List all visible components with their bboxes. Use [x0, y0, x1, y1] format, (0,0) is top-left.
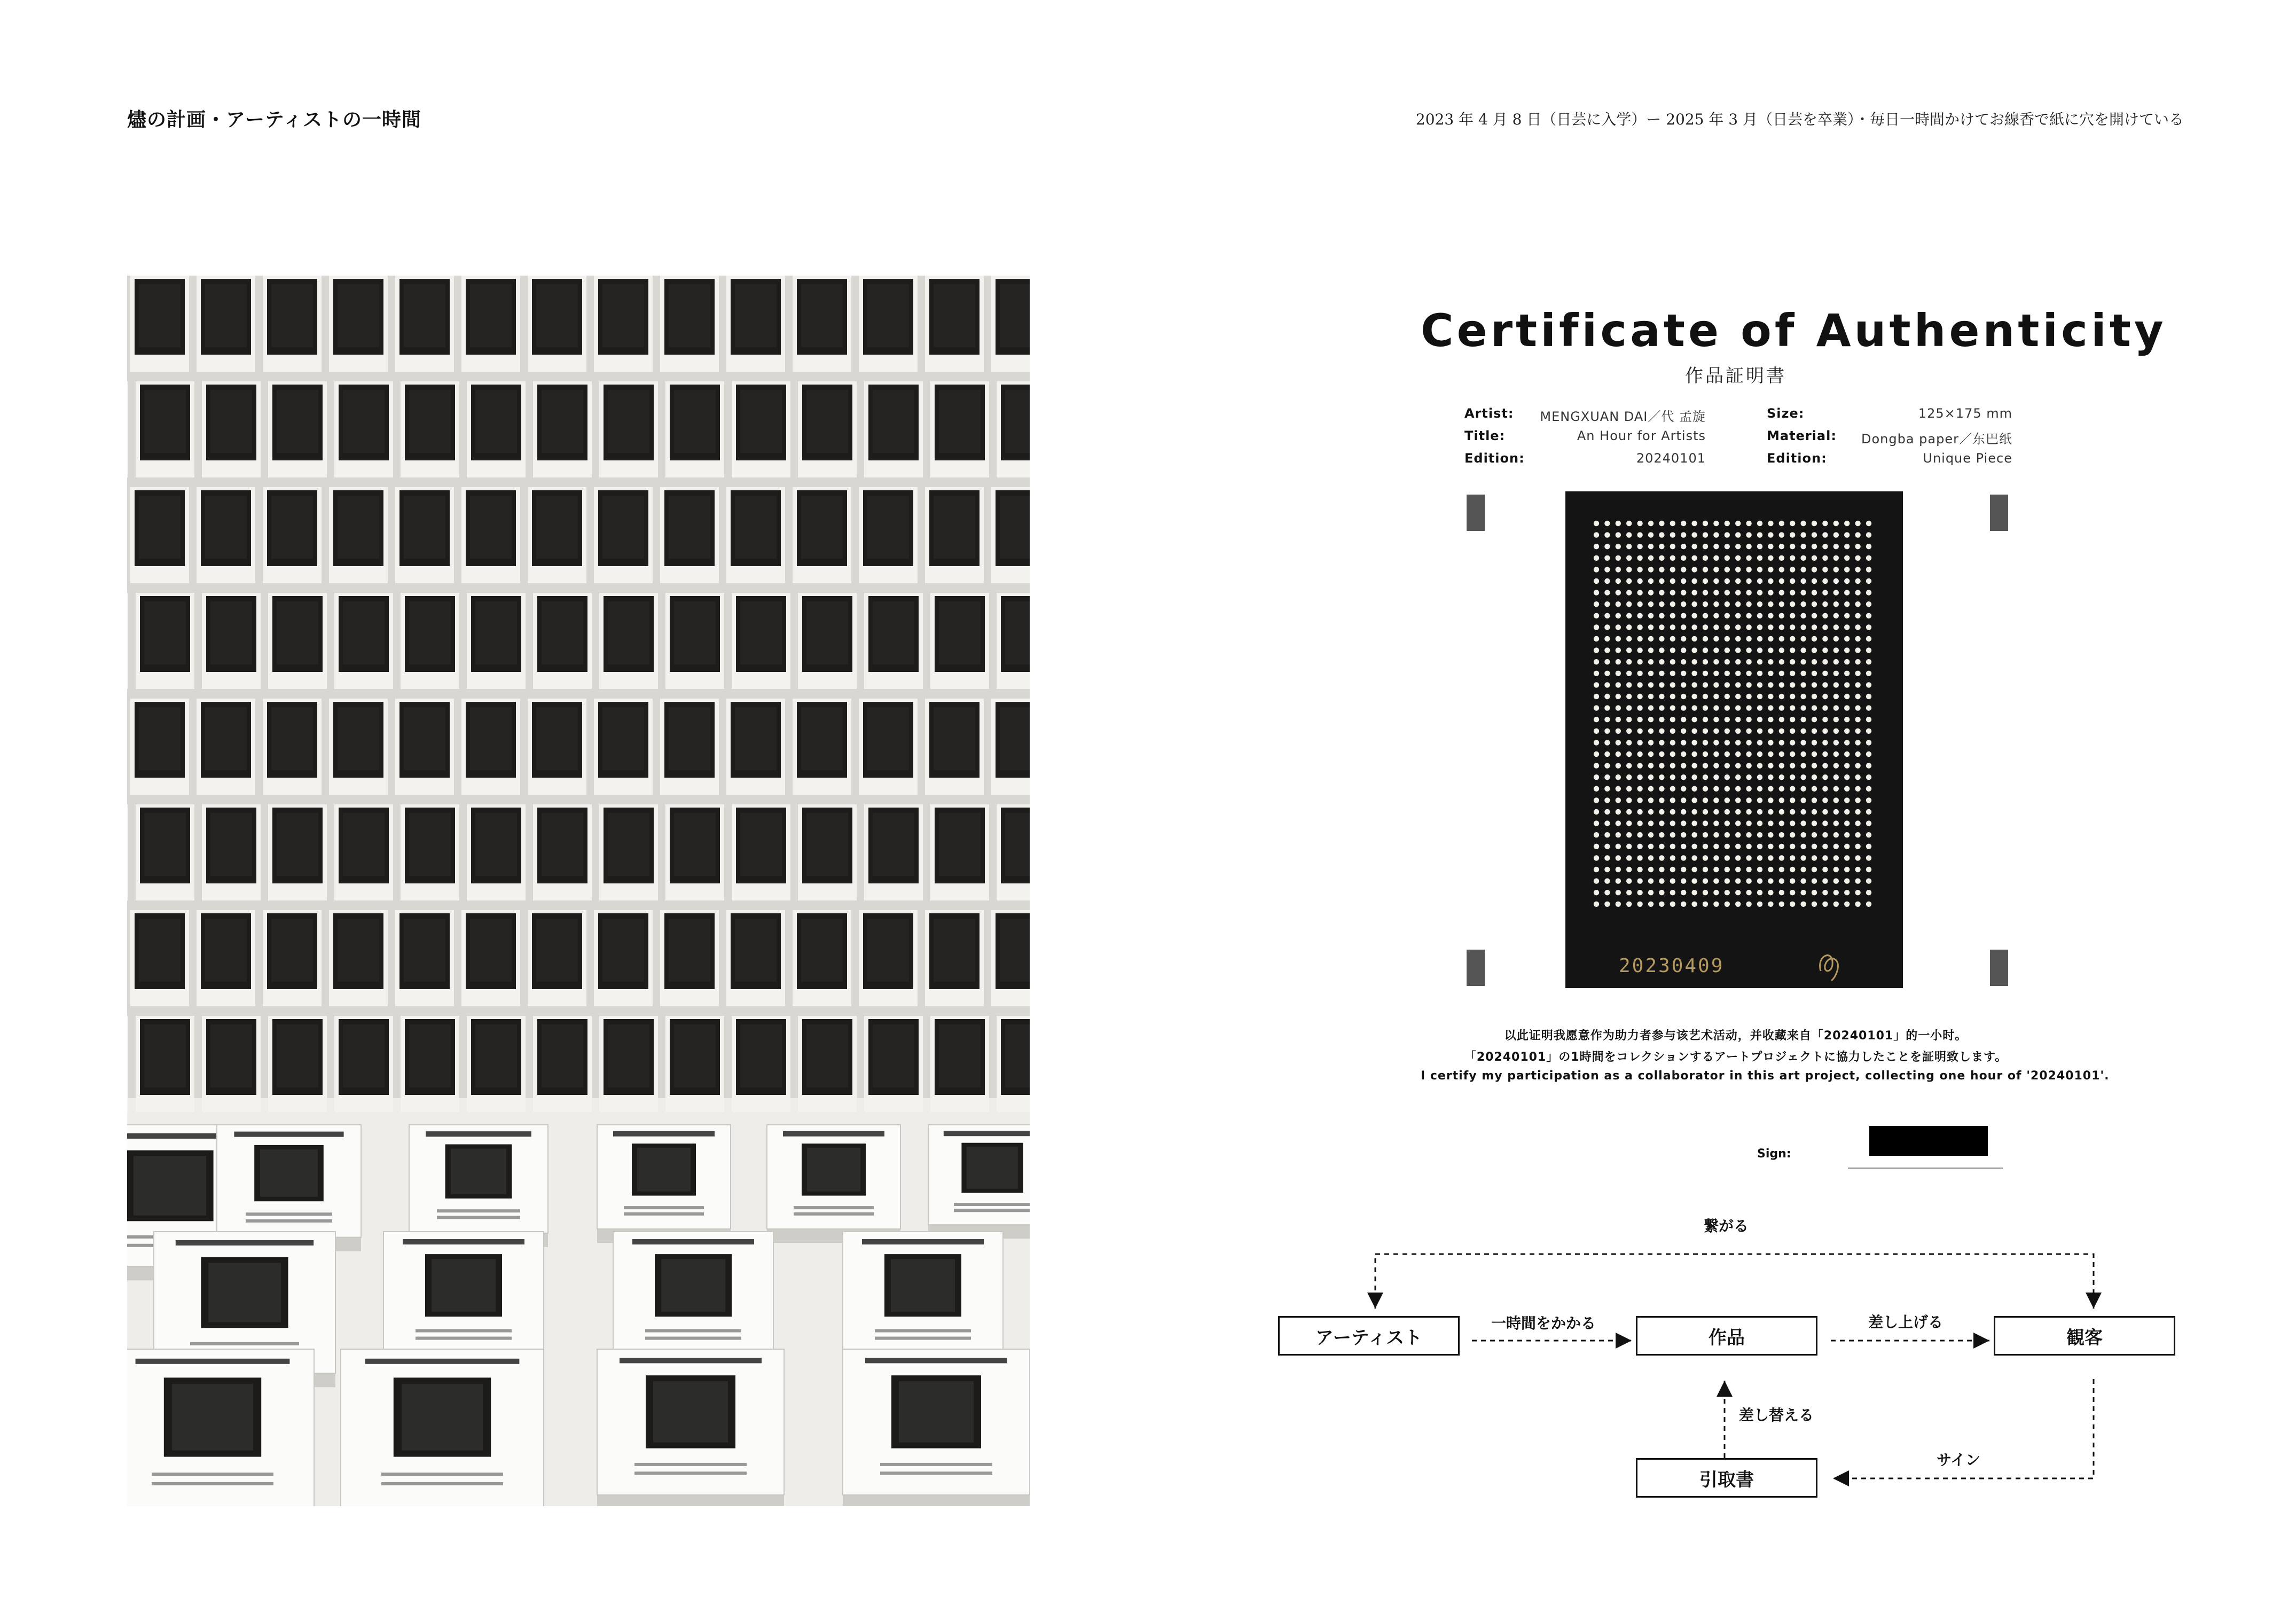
corner-mark-top-right: [1990, 495, 2008, 531]
field-artist: Artist: MENGXUAN DAI／代 孟旋: [1464, 406, 1706, 424]
field-size: Size: 125×175 mm: [1767, 406, 2012, 421]
field-material: Material: Dongba paper／东巴纸: [1767, 428, 2012, 447]
signature-redaction: [1869, 1126, 1988, 1156]
sign-label: Sign:: [1757, 1147, 1791, 1161]
label-connect: 繋がる: [1704, 1217, 1749, 1235]
connect-arrow: [1375, 1254, 2094, 1309]
certificate-fields-left: [1464, 406, 1706, 466]
node-viewer: 観客: [1994, 1316, 2175, 1356]
project-period-note: 2023 年 4 月 8 日（日芸に入学）ー 2025 年 3 月（日芸を卒業）・毎日一時間かけてお線香で紙に穴を開けている: [1415, 111, 2184, 128]
exhibition-photo-drawing: [127, 276, 1030, 1506]
node-artist: アーティスト: [1278, 1316, 1460, 1356]
label-work-to-viewer: 差し上げる: [1868, 1313, 1944, 1331]
perforated-paper: [1565, 491, 1903, 988]
node-receipt: 引取書: [1636, 1458, 1817, 1498]
field-title: Title: An Hour for Artists: [1464, 428, 1706, 443]
node-work: 作品: [1636, 1316, 1817, 1356]
label-receipt-to-work: 差し替える: [1739, 1406, 1814, 1424]
label-viewer-to-receipt: サイン: [1937, 1451, 1981, 1469]
statement-zh: 以此证明我愿意作为助力者参与该艺术活动，并收藏来自「20240101」的一小时。: [1504, 1029, 1968, 1043]
page-title: 燼の計画・アーティストの一時間: [127, 108, 422, 131]
artist-signature-mark: [1820, 956, 1838, 981]
signature-line: [1848, 1168, 2003, 1169]
certificate-title: Certificate of Authenticity: [1421, 304, 2167, 357]
label-artist-to-work: 一時間をかかる: [1491, 1314, 1596, 1332]
artwork-image: [1565, 491, 1903, 988]
certificate-subtitle: 作品証明書: [1685, 365, 1786, 387]
statement-ja: 「20240101」の1時間をコレクションするアートプロジェクトに協力したことを証明致します。: [1464, 1051, 2008, 1064]
field-edition-type: Edition: Unique Piece: [1767, 451, 2012, 466]
field-edition: Edition: 20240101: [1464, 451, 1706, 466]
certificate-fields-right: [1767, 406, 2012, 466]
corner-mark-bottom-left: [1467, 950, 1485, 986]
corner-mark-top-left: [1467, 495, 1485, 531]
exhibition-photo: [127, 276, 1030, 1506]
artwork-date-mark: 20230409: [1619, 955, 1725, 977]
corner-mark-bottom-right: [1990, 950, 2008, 986]
statement-en: I certify my participation as a collaborator in this art project, collecting one hour of '20240101'.: [1421, 1069, 2110, 1083]
